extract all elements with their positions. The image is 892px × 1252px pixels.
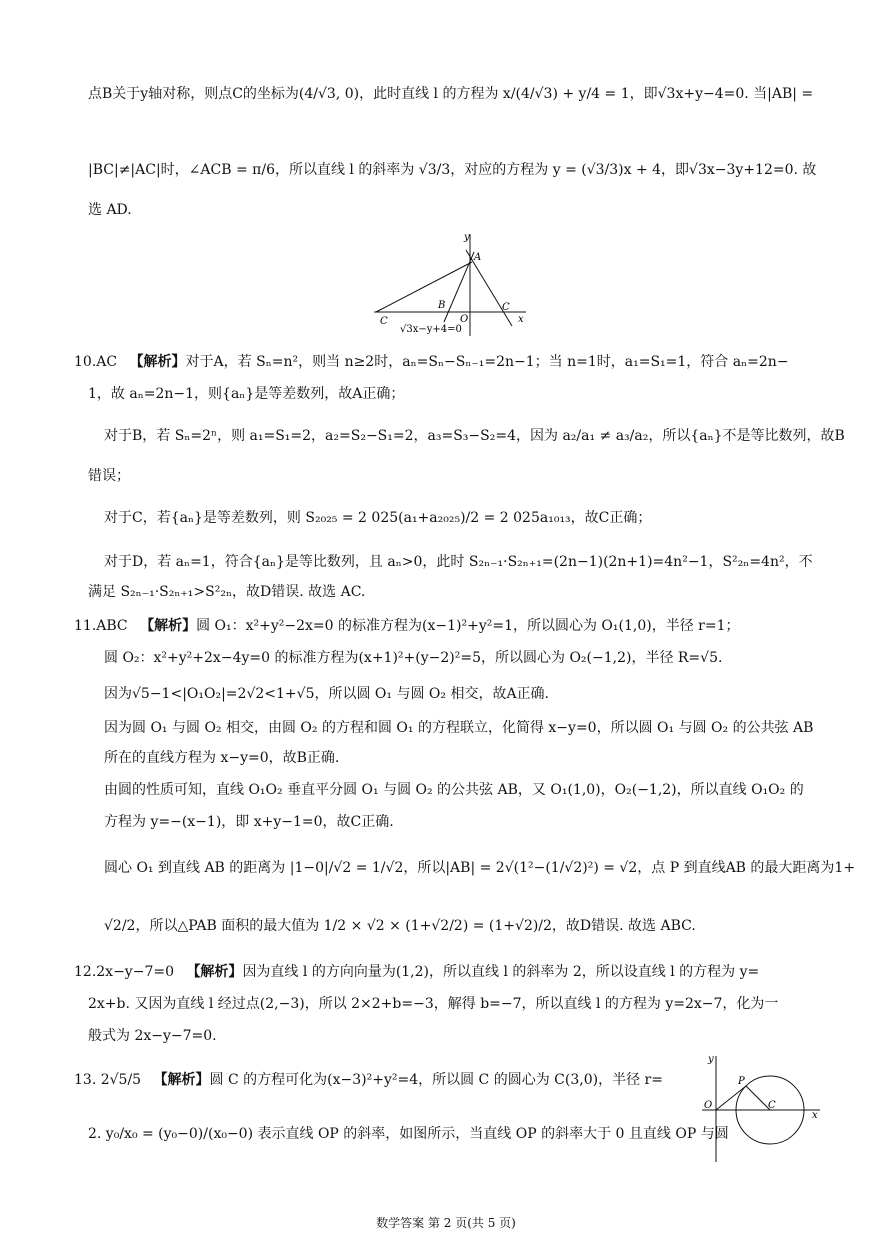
fig1-a-label: A (474, 252, 482, 263)
p9-line-3: 选 AD. (88, 202, 132, 218)
q11-line-3: 因为√5−1<|O₁O₂|=2√2<1+√5，所以圆 O₁ 与圆 O₂ 相交，故A正确. (104, 686, 550, 702)
fig2-x-label: x (812, 1110, 818, 1121)
q10-answer: 10.AC (74, 354, 118, 370)
figure-circle-c (684, 1052, 824, 1164)
fig1-c-left-label: C (380, 316, 388, 327)
q11-line-1 (74, 616, 739, 636)
q11-line-5: 所在的直线方程为 x−y=0，故B正确. (104, 750, 340, 766)
q12-analysis-tag: 【解析】 (186, 964, 243, 980)
q10-line-2: 1，故 aₙ=2n−1，则{aₙ}是等差数列，故A正确； (88, 386, 405, 402)
q13-text-1: 圆 C 的方程可化为(x−3)²+y²=4，所以圆 C 的圆心为 C(3,0)，半径 r= (209, 1072, 663, 1088)
q11-line-6: 由圆的性质可知，直线 O₁O₂ 垂直平分圆 O₁ 与圆 O₂ 的公共弦 AB，又 O₁(1,0)，O₂(−1,2)，所以直线 O₁O₂ 的 (104, 782, 804, 798)
q11-line-8: 圆心 O₁ 到直线 AB 的距离为 |1−0|/√2 = 1/√2，所以|AB| = 2√(1²−(1/√2)²) = √2，点 P 到直线AB 的最大距离为1+ (104, 860, 856, 876)
fig1-x-label: x (518, 314, 524, 325)
q13-line-2: 2. y₀/x₀ = (y₀−0)/(x₀−0) 表示直线 OP 的斜率，如图所示，当直线 OP 的斜率大于 0 且直线 OP 与圆 (88, 1126, 729, 1142)
q10-line-7: 满足 S₂ₙ₋₁·S₂ₙ₊₁>S²₂ₙ，故D错误. 故选 AC. (88, 584, 366, 600)
p9-line-2: |BC|≠|AC|时，∠ACB = π/6，所以直线 l 的斜率为 √3/3，对应的方程为 y = (√3/3)x + 4，即√3x−3y+12=0. 故 (88, 162, 817, 178)
q12-text-1: 因为直线 l 的方向向量为(1,2)，所以直线 l 的斜率为 2，所以设直线 l 的方程为 y= (242, 964, 760, 980)
q10-line-3: 对于B，若 Sₙ=2ⁿ，则 a₁=S₁=2，a₂=S₂−S₁=2，a₃=S₃−S₂=4，因为 a₂/a₁ ≠ a₃/a₂，所以{aₙ}不是等比数列，故B (104, 428, 845, 444)
fig1-c-right-label: C (502, 302, 510, 313)
fig1-y-label: y (464, 232, 470, 243)
fig2-c-label: C (768, 1100, 776, 1111)
q10-text-1: 对于A，若 Sₙ=n²，则当 n≥2时，aₙ=Sₙ−Sₙ₋₁=2n−1；当 n=1时，a₁=S₁=1，符合 aₙ=2n− (185, 354, 789, 370)
q11-text-1: 圆 O₁：x²+y²−2x=0 的标准方程为(x−1)²+y²=1，所以圆心为 O₁(1,0)，半径 r=1； (196, 618, 740, 634)
fig2-o-label: O (704, 1100, 713, 1111)
fig1-line-equation: √3x−y+4=0 (400, 324, 462, 335)
fig1-b-label: B (438, 300, 446, 311)
q11-analysis-tag: 【解析】 (140, 618, 197, 634)
q12-line-3: 般式为 2x−y−7=0. (88, 1028, 217, 1044)
q11-answer: 11.ABC (74, 618, 128, 634)
q11-line-9: √2/2，所以△PAB 面积的最大值为 1/2 × √2 × (1+√2/2) = (1+√2)/2，故D错误. 故选 ABC. (104, 918, 696, 934)
page-footer: 数学答案 第 2 页(共 5 页) (376, 1216, 516, 1230)
q10-line-1 (74, 352, 789, 372)
q10-line-4: 错误； (88, 468, 130, 484)
q11-line-7: 方程为 y=−(x−1)，即 x+y−1=0，故C正确. (104, 814, 394, 830)
q10-line-5: 对于C，若{aₙ}是等差数列，则 S₂₀₂₅ = 2 025(a₁+a₂₀₂₅)/2 = 2 025a₁₀₁₃，故C正确； (104, 510, 652, 526)
fig1-o-label: O (460, 314, 469, 325)
q12-line-2: 2x+b. 又因为直线 l 经过点(2,−3)，所以 2×2+b=−3，解得 b=−7，所以直线 l 的方程为 y=2x−7，化为一 (88, 996, 779, 1012)
q13-line-1 (74, 1070, 663, 1090)
fig2-y-label: y (708, 1054, 714, 1065)
figure-lines-abc (370, 228, 530, 338)
q11-line-4: 因为圆 O₁ 与圆 O₂ 相交，由圆 O₂ 的方程和圆 O₁ 的方程联立，化简得 x−y=0，所以圆 O₁ 与圆 O₂ 的公共弦 AB (104, 720, 814, 736)
q13-analysis-tag: 【解析】 (153, 1072, 210, 1088)
q10-analysis-tag: 【解析】 (129, 354, 186, 370)
q11-line-2: 圆 O₂：x²+y²+2x−4y=0 的标准方程为(x+1)²+(y−2)²=5，所以圆心为 O₂(−1,2)，半径 R=√5. (104, 650, 723, 666)
q10-line-6: 对于D，若 aₙ=1，符合{aₙ}是等比数列，且 aₙ>0，此时 S₂ₙ₋₁·S₂ₙ₊₁=(2n−1)(2n+1)=4n²−1，S²₂ₙ=4n²，不 (104, 554, 813, 570)
q12-answer: 12.2x−y−7=0 (74, 964, 174, 980)
q13-answer: 13. 2√5/5 (74, 1072, 142, 1088)
fig2-p-label: P (738, 1076, 745, 1087)
p9-line-1: 点B关于y轴对称，则点C的坐标为(4/√3, 0)，此时直线 l 的方程为 x/(4/√3) + y/4 = 1，即√3x+y−4=0. 当|AB| = (88, 86, 814, 102)
q12-line-1 (74, 962, 759, 982)
